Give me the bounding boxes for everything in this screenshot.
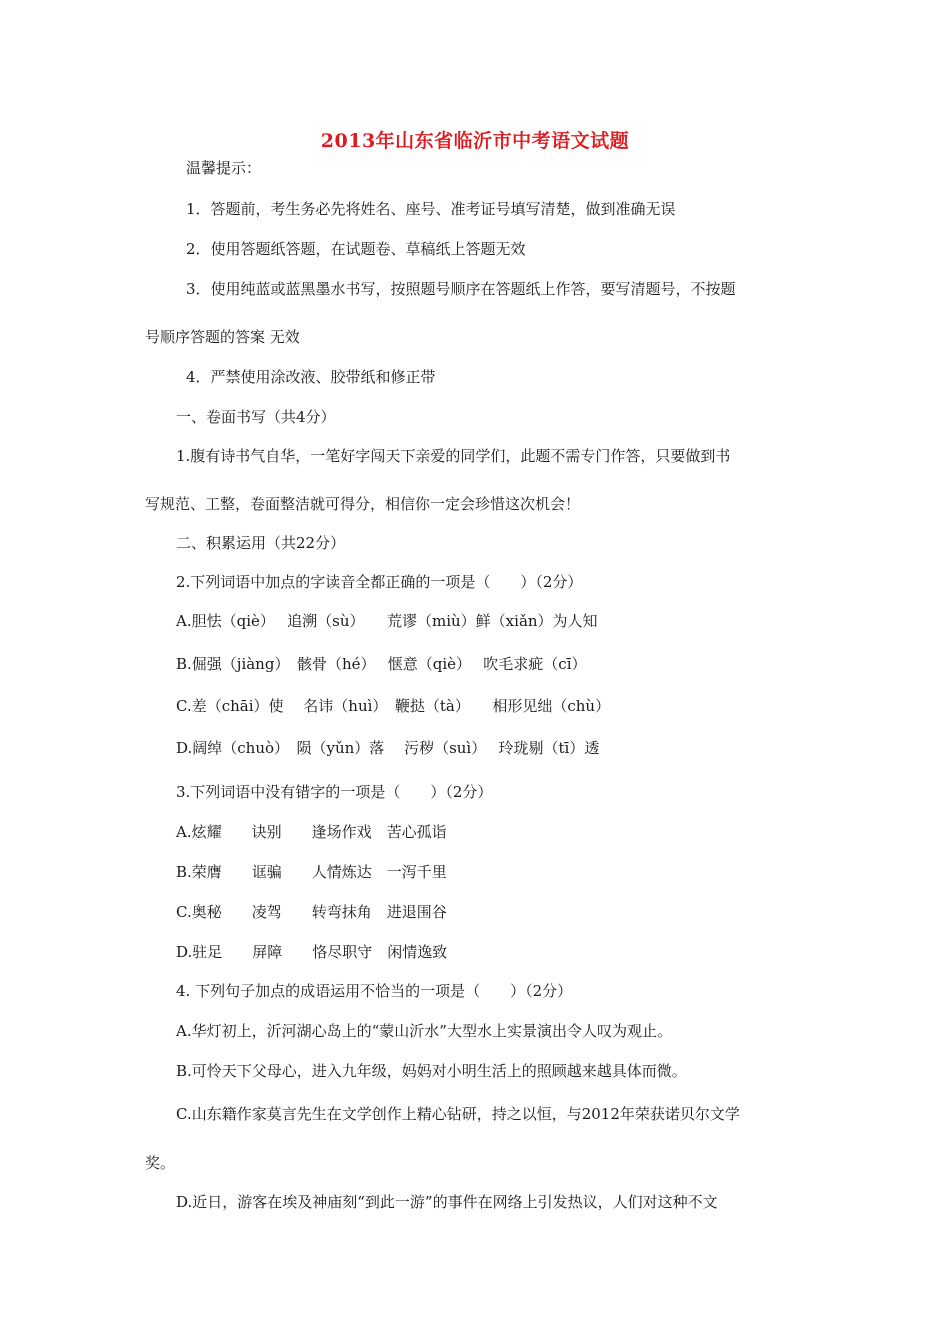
question-1-line: 1.腹有诗书气自华，一笔好字闯天下亲爱的同学们，此题不需专门作答，只要做到书: [176, 447, 731, 465]
page-title: 2013年山东省临沂市中考语文试题: [320, 130, 630, 152]
section-heading: 一、卷面书写（共4分）: [176, 408, 336, 426]
question-2-option-a: A.胆怯（qiè） 追溯（sù） 荒谬（miù）鲜（xiǎn）为人知: [176, 612, 598, 630]
section-heading: 二、积累运用（共22分）: [176, 534, 346, 552]
question-2-stem: 2.下列词语中加点的字读音全都正确的一项是（ ）（2分）: [176, 573, 583, 591]
question-4-option-a: A.华灯初上，沂河湖心岛上的“蒙山沂水”大型水上实景演出令人叹为观止。: [176, 1022, 672, 1040]
tip-item: 3．使用纯蓝或蓝黑墨水书写，按照题号顺序在答题纸上作答，要写清题号，不按题: [186, 280, 736, 298]
question-3-option-c: C.奥秘 凌驾 转弯抹角 进退围谷: [176, 903, 447, 921]
question-4-option-d: D.近日，游客在埃及神庙刻“到此一游”的事件在网络上引发热议，人们对这种不文: [176, 1193, 718, 1211]
question-4-option-c: C.山东籍作家莫言先生在文学创作上精心钻研，持之以恒，与2012年荣获诺贝尔文学: [176, 1105, 740, 1123]
question-4-option-c-continuation: 奖。: [145, 1154, 176, 1172]
question-3-option-d: D.驻足 屏障 恪尽职守 闲情逸致: [176, 943, 448, 961]
question-4-stem: 4. 下列句子加点的成语运用不恰当的一项是（ ）（2分）: [176, 982, 573, 1000]
tip-item: 2．使用答题纸答题，在试题卷、草稿纸上答题无效: [186, 240, 526, 258]
question-2-option-c: C.差（chāi）使 名讳（huì） 鞭挞（tà） 相形见绌（chù）: [176, 697, 611, 715]
tip-item: 1．答题前，考生务必先将姓名、座号、准考证号填写清楚，做到准确无误: [186, 200, 676, 218]
question-4-option-b: B.可怜天下父母心，进入九年级，妈妈对小明生活上的照顾越来越具体而微。: [176, 1062, 687, 1080]
tips-heading: 温馨提示：: [186, 159, 262, 177]
tip-item-continuation: 号顺序答题的答案 无效: [145, 328, 300, 346]
tip-item: 4．严禁使用涂改液、胶带纸和修正带: [186, 368, 436, 386]
question-1-line: 写规范、工整，卷面整洁就可得分，相信你一定会珍惜这次机会！: [145, 495, 581, 513]
question-2-option-d: D.阔绰（chuò） 陨（yǔn）落 污秽（suì） 玲珑剔（tī）透: [176, 739, 600, 757]
question-3-option-a: A.炫耀 诀别 逢场作戏 苦心孤诣: [176, 823, 447, 841]
question-2-option-b: B.倔强（jiàng） 骸骨（hé） 惬意（qiè） 吹毛求疵（cī）: [176, 655, 587, 673]
question-3-stem: 3.下列词语中没有错字的一项是（ ）（2分）: [176, 783, 493, 801]
question-3-option-b: B.荣膺 诓骗 人情炼达 一泻千里: [176, 863, 447, 881]
